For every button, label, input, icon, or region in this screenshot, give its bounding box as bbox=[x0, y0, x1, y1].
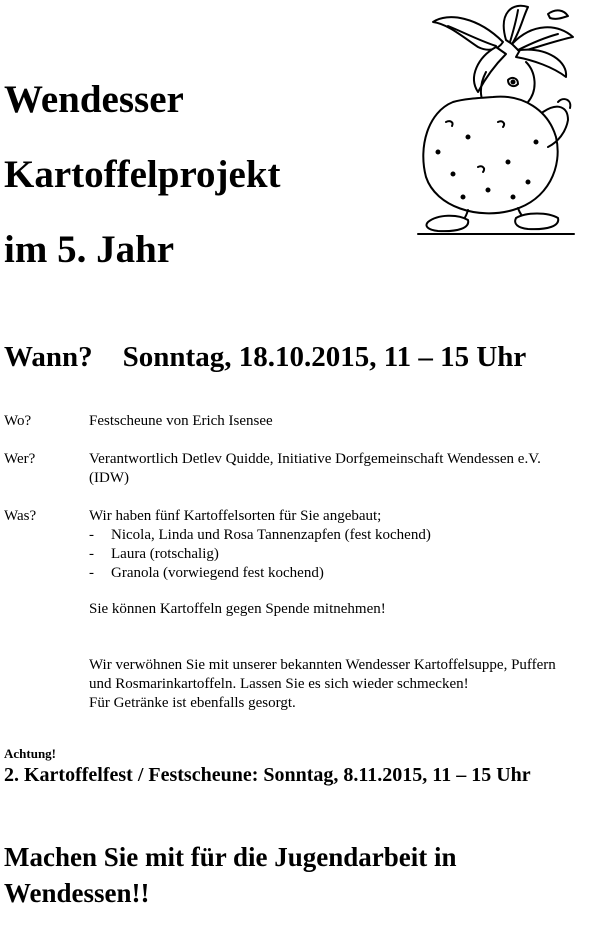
list-item-text: Granola (vorwiegend fest kochend) bbox=[111, 565, 324, 581]
when-line bbox=[4, 343, 526, 372]
what-label: Was? bbox=[4, 508, 37, 524]
who-value-line1: Verantwortlich Detlev Quidde, Initiative Dorfgemeinschaft Wendessen e.V. bbox=[89, 451, 541, 467]
donation-note: Sie können Kartoffeln gegen Spende mitnehmen! bbox=[89, 601, 386, 617]
second-festival-line: 2. Kartoffelfest / Festscheune: Sonntag, 8.11.2015, 11 – 15 Uhr bbox=[4, 764, 531, 786]
where-value: Festscheune von Erich Isensee bbox=[89, 413, 273, 429]
bullet-dash: - bbox=[89, 565, 94, 581]
list-item bbox=[89, 526, 431, 545]
food-paragraph-line3: Für Getränke ist ebenfalls gesorgt. bbox=[89, 695, 296, 711]
food-paragraph-line1: Wir verwöhnen Sie mit unserer bekannten Wendesser Kartoffelsuppe, Puffern bbox=[89, 657, 556, 673]
list-item-text: Laura (rotschalig) bbox=[111, 546, 219, 562]
what-intro: Wir haben fünf Kartoffelsorten für Sie angebaut; bbox=[89, 508, 382, 524]
who-label: Wer? bbox=[4, 451, 36, 467]
title-line-3: im 5. Jahr bbox=[4, 228, 175, 271]
who-value-line2: (IDW) bbox=[89, 470, 129, 486]
list-item bbox=[89, 564, 324, 583]
list-item-text: Nicola, Linda und Rosa Tannenzapfen (fest kochend) bbox=[111, 527, 431, 543]
title-line-2: Kartoffelprojekt bbox=[4, 153, 281, 196]
closing-line-2: Wendessen!! bbox=[4, 878, 150, 908]
bullet-dash: - bbox=[89, 546, 94, 562]
list-item bbox=[89, 545, 219, 564]
when-label: Wann? bbox=[4, 341, 93, 373]
title-line-1: Wendesser bbox=[4, 78, 184, 121]
closing-line-1: Machen Sie mit für die Jugendarbeit in bbox=[4, 842, 457, 872]
when-value: Sonntag, 18.10.2015, 11 – 15 Uhr bbox=[122, 341, 527, 373]
attention-label: Achtung! bbox=[4, 746, 57, 761]
bullet-dash: - bbox=[89, 527, 94, 543]
where-label: Wo? bbox=[4, 413, 32, 429]
food-paragraph-line2: und Rosmarinkartoffeln. Lassen Sie es sich wieder schmecken! bbox=[89, 676, 469, 692]
potato-character-icon bbox=[408, 2, 580, 238]
